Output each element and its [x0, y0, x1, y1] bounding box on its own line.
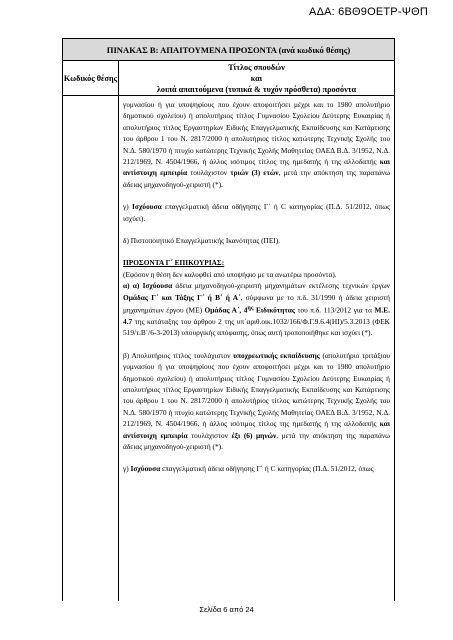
superscript: ης [247, 305, 254, 312]
text-span: επαγγελματική άδεια οδήγησης Γ΄ ή C κατηγορίας (Π.Δ. 51/2012, όπως [160, 464, 374, 474]
text-span: τουλάχιστον [187, 430, 232, 440]
spacer [123, 190, 390, 201]
bold-text: και αντίστοιχη εμπειρία [123, 157, 390, 178]
text-span: γυμνασίου ή για υποψηφίους που έχουν αποφοιτήσει μέχρι και το 1980 απολυτήριο δημοτικού σχολείου) ή απολυτήριος τίτλος Γυμνασίου Σχολείου Δεύτερης Ευκαιρίας ή απολυτήριος τίτλος Εργαστηρίων Ειδικής Επαγγελματικής Εκπαίδευσης και Κατάρτισης του άρθρου 1 του Ν. 2817/2000 ή απολυτήριος τίτλος κατώτερης Τεχνικής Σχολής του Ν.Δ. 580/1970 ή πτυχίο κατώτερης Τεχνικής Σχολής Μαθητείας ΟΑΕΔ Β.Δ. 3/1952, Ν.Δ. 212/1969, Ν. 4504/1966, ή άλλος ισότιμος τίτλος της ημεδαπής ή της αλλοδαπής [123, 100, 390, 167]
requirements-table [62, 38, 395, 601]
bold-text: υποχρεωτικής εκπαίδευσης [233, 350, 320, 360]
bold-text: Ομάδας Γ΄ και Τάξης Γ΄ ή Β΄ ή Α΄ [123, 292, 241, 302]
spacer [123, 452, 390, 463]
spacer [123, 224, 390, 235]
paragraph-pei: δ) Πιστοποιητικό Επαγγελματικής Ικανότητας (ΠΕΙ). [123, 236, 281, 246]
spacer [123, 246, 390, 257]
bold-text: τριών (3) ετών [230, 168, 279, 178]
heading-text: ΠΡΟΣΟΝΤΑ Γ΄ ΕΠΙΚΟΥΡΙΑΣ: [123, 258, 225, 268]
text-span: τουλάχιστον [187, 168, 231, 178]
ada-code: ΑΔΑ: 6ΒΘ9ΟΕΤΡ-ΨΘΠ [309, 6, 428, 18]
bold-text: Ισχύουσα [130, 464, 161, 474]
text-span: , σύμφωνα με το π.δ. 31/1990 ή άδεια χειριστή μηχανημάτων έργου (ΜΕ) [123, 292, 390, 315]
paragraph-education-continued [123, 99, 390, 190]
text-span: , μετά την απόκτηση της παραπάνω άδειας μηχανοδηγού-χειριστή (*). [123, 168, 390, 189]
page-number: Σελίδα 6 από 24 [199, 605, 254, 614]
text-span: άδεια μηχανοδηγού-χειριστή μηχανημάτων εκτέλεσης τεχνικών έργων [172, 281, 390, 291]
section-heading [123, 257, 390, 268]
column-header-code: Κωδικός θέσης [63, 61, 119, 95]
paragraph-driving-license-2 [123, 463, 390, 474]
bold-text: Ισχύουσα [142, 281, 173, 291]
text-span: επαγγελματική άδεια οδήγησης Γ΄ ή C κατηγορίας (Π.Δ. 51/2012, όπως ισχύει). [123, 202, 391, 223]
table-body-row [63, 96, 394, 601]
text-span: β) Απολυτήριος τίτλος τουλάχιστον [123, 350, 234, 360]
position-code-cell [63, 96, 119, 601]
paragraph-operator-license [123, 280, 390, 338]
bold-text: Ειδικότητας [253, 305, 295, 315]
text-span: (απολυτήριο τριτάξιου γυμνασίου ή για υποψηφίους που έχουν αποφοιτήσει μέχρι και το 1980 απολυτήριο δημοτικού σχολείου) ή απολυτήριος τίτλος Γυμνασίου Σχολείου Δεύτερης Ευκαιρίας ή απολυτήριος τίτλος Εργαστηρίων Ειδικής Επαγγελματικής Εκπαίδευσης και Κατάρτισης του άρθρου 1 του Ν. 2817/2000 ή απολυτήριος τίτλος κατώτερης Τεχνικής Σχολής του Ν.Δ. 580/1970 ή πτυχίο κατώτερης Τεχνικής Σχολής Μαθητείας ΟΑΕΔ Β.Δ. 3/1952, Ν.Δ. 212/1969, Ν. 4504/1966, ή άλλος ισότιμος τίτλος της ημεδαπής ή της αλλοδαπής [123, 350, 390, 429]
spacer [123, 339, 390, 350]
section-note: (Εφόσον η θέση δεν καλυφθεί από υποψήφιο με τα ανωτέρω προσόντα). [123, 269, 337, 279]
column-header-qualifications [119, 61, 394, 95]
bold-text: έξι (6) μηνών [231, 430, 277, 440]
table-title: ΠΙΝΑΚΑΣ Β: ΑΠΑΙΤΟΥΜΕΝΑ ΠΡΟΣΟΝΤΑ (ανά κωδικό θέσης) [63, 39, 394, 61]
text-span: γ) [123, 202, 133, 212]
column-header-line-3: λοιπά απαιτούμενα (τυπικά & τυχόν πρόσθετα) προσόντα [156, 84, 357, 94]
text-span: , μετά την απόκτηση της παραπάνω άδειας μηχανοδηγού-χειριστή (*). [123, 430, 390, 451]
qualifications-cell [119, 96, 394, 601]
bold-text: Ισχύουσα [132, 202, 162, 212]
text-span: του π.δ. 113/2012 για τα [294, 305, 375, 315]
paragraph-driving-license [123, 201, 390, 224]
text-span: γ) [123, 464, 131, 474]
column-header-line-2: και [250, 73, 263, 83]
text-span: της κατάταξης του άρθρου 2 της υπ΄αριθ.οικ.1032/166/Φ.Γ.9.6.4(ΗΙ)/5.3.2013 (ΦΕΚ 519/τ.Β΄/6-3-2013) υπουργικής απόφασης, όπως αυτή τροποποιήθηκε και ισχύει (*). [123, 316, 390, 338]
table-header-row [63, 61, 394, 96]
bold-text: α) α) [123, 281, 143, 291]
bold-text: Μ.Ε. 4.7 [123, 305, 390, 326]
column-header-line-1: Τίτλος σπουδών [228, 62, 285, 72]
paragraph-education [123, 350, 390, 453]
bold-text: και αντίστοιχη εμπειρία [123, 419, 390, 440]
bold-text: Ομάδας Α΄, 4 [204, 305, 248, 315]
